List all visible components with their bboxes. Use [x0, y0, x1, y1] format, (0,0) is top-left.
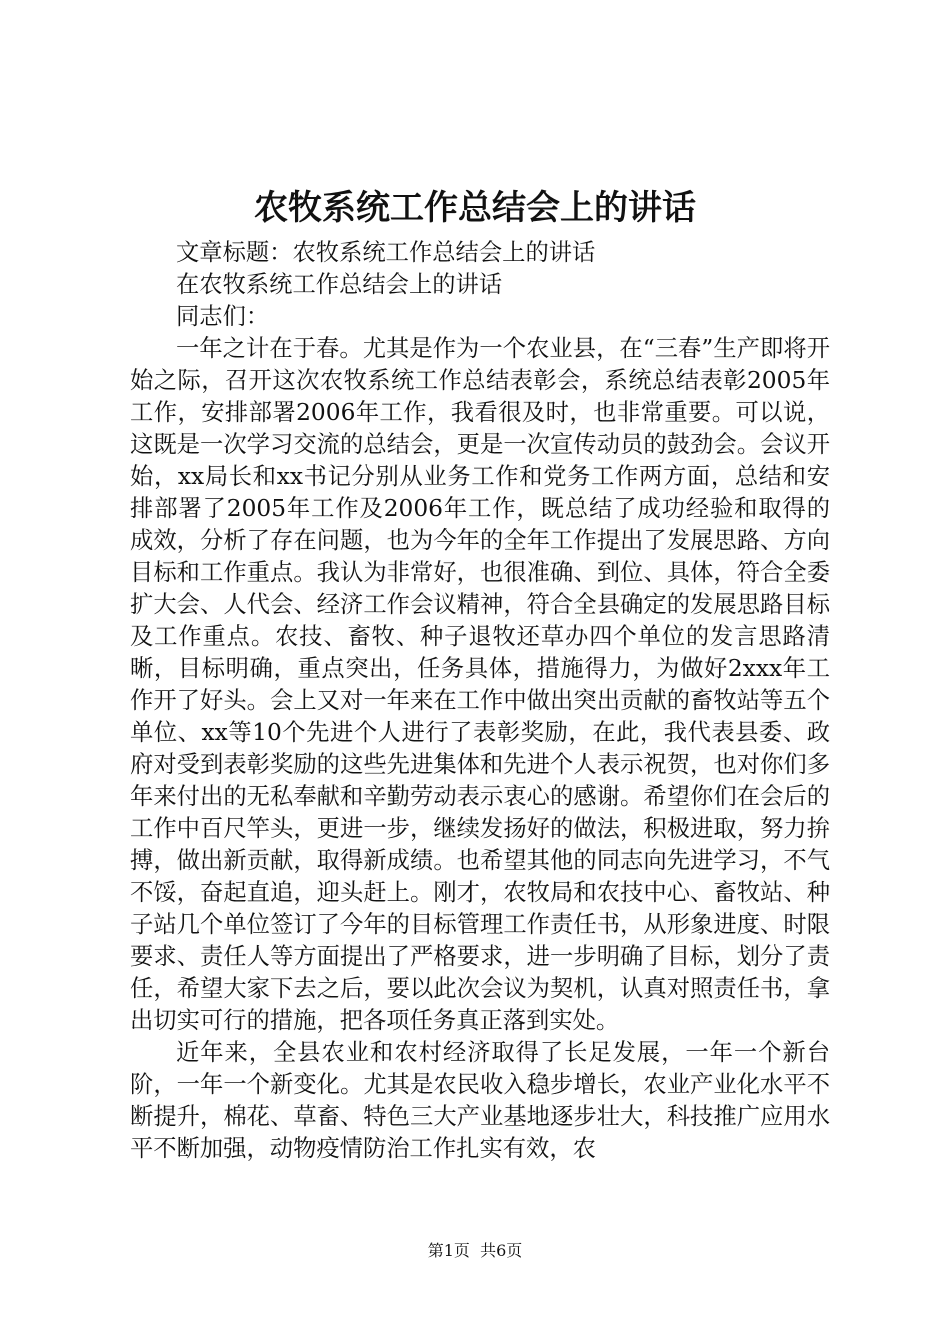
body-paragraph: 近年来，全县农业和农村经济取得了长足发展，一年一个新台阶，一年一个新变化。尤其是农民收入稳步增长，农业产业化水平不断提升，棉花、草畜、特色三大产业基地逐步壮大，科技推广应用水平不断加强，动物疫情防治工作扎实有效，农 [130, 1039, 830, 1162]
salutation-line: 同志们： [176, 303, 270, 330]
page-footer: 第1页 共6页 [427, 1241, 523, 1260]
body-paragraph: 一年之计在于春。尤其是作为一个农业县，在“三春”生产即将开始之际，召开这次农牧系统工作总结表彰会，系统总结表彰2005年工作，安排部署2006年工作，我看很及时，也非常重要。可以说，这既是一次学习交流的总结会，更是一次宣传动员的鼓劲会。会议开始，xx局长和xx书记分别从业务工作和党务工作两方面，总结和安排部署了2005年工作及2006年工作，既总结了成功经验和取得的成效，分析了存在问题，也为今年的全年工作提出了发展思路、方向目标和工作重点。我认为非常好，也很准确、到位、具体，符合全委扩大会、人代会、经济工作会议精神，符合全县确定的发展思路目标及工作重点。农技、畜牧、种子退牧还草办四个单位的发言思路清晰，目标明确，重点突出，任务具体，措施得力，为做好2xxx年工作开了好头。会上又对一年来在工作中做出突出贡献的畜牧站等五个单位、xx等10个先进个人进行了表彰奖励，在此，我代表县委、政府对受到表彰奖励的这些先进集体和先进个人表示祝贺，也对你们多年来付出的无私奉献和辛勤劳动表示衷心的感谢。希望你们在会后的工作中百尺竿头，更进一步，继续发扬好的做法，积极进取，努力拚搏，做出新贡献，取得新成绩。也希望其他的同志向先进学习，不气不馁，奋起直追，迎头赶上。刚才，农牧局和农技中心、畜牧站、种子站几个单位签订了今年的目标管理工作责任书，从形象进度、时限要求、责任人等方面提出了严格要求，进一步明确了目标，划分了责任，希望大家下去之后，要以此次会议为契机，认真对照责任书，拿出切实可行的措施，把各项任务真正落到实处。 [130, 335, 830, 1034]
document-body [130, 237, 830, 1165]
speech-heading-line: 在农牧系统工作总结会上的讲话 [176, 271, 503, 298]
article-title-line: 文章标题：农牧系统工作总结会上的讲话 [176, 239, 596, 266]
document-title: 农牧系统工作总结会上的讲话 [254, 188, 696, 228]
